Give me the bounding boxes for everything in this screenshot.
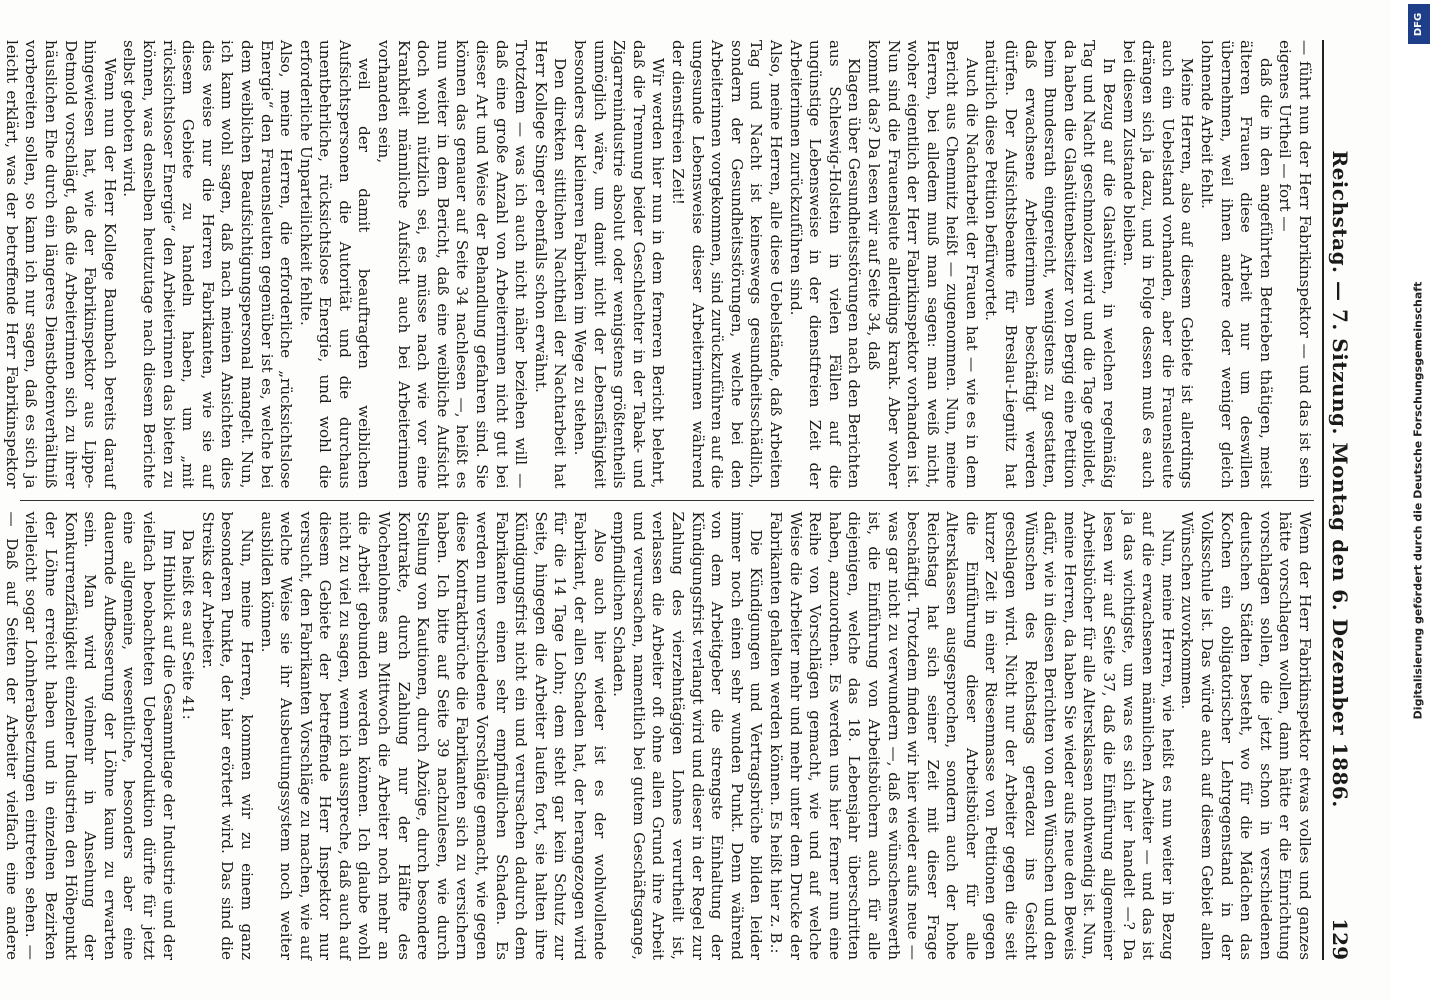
text-columns [2,40,1314,960]
paragraph: Die Kündigungen und Vertragsbrüche bilden leider immer noch einen sehr wunden Punkt. Denn während von dem Arbeitgeber die strengste Einhaltung der Kündigungsfrist verlangt wird und dieser in der Regel zur Zahlung des vierzehntägigen Lohnes verurtheilt ist, verlassen die Arbeiter oft ohne allen Grund ihre Arbeit und verursachen, namentlich bei gutem Geschäftsgange, empfindlichen Schaden. [610,511,766,960]
page-number: 129 [1328,918,1352,960]
paragraph: Da heißt es auf Seite 41: [179,529,198,720]
page-title: Reichstag. — 7. Sitzung. Montag den 6. Dezember 1886. [1328,150,1352,808]
column-divider [20,500,1314,501]
paragraph: Klagen über Gesundheitsstörungen nach den Berichten aus Schleswig-Holstein in vielen Fällen auf die ungünstige Lebensweise in der dienstfreien Zeit der Arbeiterinnen zurückzuführen sind. [786,40,864,489]
header-rule [1322,40,1324,960]
dfg-logo: DFG [1408,4,1430,44]
paragraph: Wenn der Herr Fabrikinspektor etwas volles und ganzes hätte vorschlagen wollen, dann hätte er die Einrichtung vorschlagen sollen, die jetzt schon in verschiedenen deutschen Städten besteht, wo für die Mädchen das Kochen ein obligatorischer Lehrgegenstand in der Volksschule ist. Das würde auch auf diesem Gebiet allen Wünschen zuvorkommen. [1178,511,1314,960]
column-right [2,511,1314,961]
paragraph: daß die in den angeführten Betrieben thätigen, meist älteren Frauen diese Arbeit nur um deswillen übernehmen, weil ihnen andere oder weniger gleich lohnende Arbeit fehlt. [1198,40,1275,489]
paragraph: Den direkten sittlichen Nachtheil der Nachtarbeit hat Herr Kollege Singer ebenfalls schon erwähnt. [531,40,570,489]
paragraph: Nun, meine Herren, kommen wir zu einem ganz besonderen Punkte, der hier erörtert wird. Das sind die Streiks der Arbeiter. [198,511,256,960]
paragraph: Im Hinblick auf die Gesammtlage der Industrie und der vielfach beobachteten Ueberproduktion dürfte für jetzt eine allgemeine, wesentliche, besonders aber eine dauernde Aufbesserung der Löhne kaum zu erwarten sein. Man wird vielmehr in Ansehung der Konkurrenzfähigkeit einzelner Industrien den Höhepunkt der Löhne erreicht haben und in einzelnen Bezirken vielleicht sogar Lohnherabsetzungen eintreten sehen. — — Daß auf Seiten der Arbeiter vielfach eine andere [2,511,178,960]
paragraph: Also, meine Herren, die erforderliche „rücksichtslose Energie“ den Frauensleuten gegenüber ist es, welche bei dem weiblichen Beaufsichtigungspersonal mangelt. Nun, ich kann wohl sagen, daß nach meinen Ansichten dies dies weise nur die Herren Fabrikanten, wie sie auf diesem Gebiete zu handeln haben, um „mit rücksichtsloser Energie“ den Arbeiterinnen das bieten zu können, was denselben heutzutage nach diesem Berichte selbst geboten wird. [120,40,296,489]
paragraph: In Bezug auf die Glashütten, in welchen regelmäßig Tag und Nacht geschmolzen wird und die Tage gebildet, da haben die Glashüttenbesitzer von Bergig eine Petition beim Bundesrath eingereicht, wenigstens zu gestatten, daß erwachsene Arbeiterinnen beschäftigt werden dürfen. Der Aufsichtsbeamte für Breslau-Liegnitz hat natürlich diese Petition befürwortet. [982,40,1119,489]
paragraph: Meine Herren, also auf diesem Gebiete ist allerdings auch ein Uebelstand vorhanden, aber die Frauensleute drängen sich ja dazu, und in Folge dessen muß es auch bei diesem Zustande bleiben. [1119,40,1197,489]
paragraph: Trotzdem — was ich auch nicht näher beziehen will — daß eine große Anzahl von Arbeiterinnen nicht gut bei dieser Art und Weise der Behandlung gefahren sind. Sie können das genauer auf Seite 34 nachlesen —, heißt es nun weiter in dem Bericht, daß eine weibliche Aufsicht doch wohl nützlich sei, es müsse nach wie vor eine Krankheit männliche Aufsicht auch bei Arbeiterinnen vorhanden sein, [375,40,531,489]
digitization-credit [1408,0,1428,1000]
paragraph: Also, meine Herren, alle diese Uebelstände, daß Arbeiten Tag und Nacht ist keineswegs gesundheitsschädlich, sondern der Gesundheitsstörungen, welche bei den Arbeiterinnen vorgekommen, sind zurückzuführen auf die ungesunde Lebensweise dieser Arbeiterinnen während der dienstfreien Zeit! [669,40,785,489]
paragraph: Nun, meine Herren, wie heißt es nun weiter in Bezug auf die erwachsenen männlichen Arbeiter — und das ist ja das wichtigste, um was es sich hier handelt —? Da lesen wir auf Seite 37, daß die Einführung allgemeiner Arbeitsbücher für alle Altersklassen nothwendig ist. Nun, meine Herren, da haben Sie wieder aufs neue den Beweis dafür, wie in diesen Berichten von den Wünschen und den Wünschen des Reichstags geradezu ins Gesicht geschlagen wird. Nicht nur der Arbeiter gegen die seit kurzer Zeit in einer Riesenmasse von Petitionen gegen die Einführung dieser Arbeitsbücher für alle Altersklassen ausgesprochen, sondern auch der hohe Reichstag hat sich seiner Zeit mit dieser Frage beschäftigt. Trotzdem finden wir hier wieder aufs neue — was gar nicht zu verwundern —, daß es wünschenswerth ist, die Einführung von Arbeitsbüchern auch für alle diejenigen, welche das 18. Lebensjahr überschritten haben, anzuordnen. Es werden uns hier ferner nun eine Reihe von Vorschlägen gemacht, wie und auf welche Weise die Arbeiter mehr und mehr unter dem Drucke der Fabrikanten gehalten werden können. Es heißt hier z. B.: [766,511,1177,960]
paragraph: weil der damit beauftragten weiblichen Aufsichtspersonen die Autorität und die durchaus unentbehrliche, rücksichtslose Energie, und wohl die erforderliche Unparteilichkeit fehlte. [296,40,374,489]
paragraph: — führt nun der Herr Fabrikinspektor — und das ist sein eigenes Urtheil — fort — [1276,40,1314,489]
page-header [1328,40,1372,960]
paragraph: Wir werden hier nun in dem ferneren Bericht belehrt, daß die Trennung beider Geschlechter in der Tabak- und Zigarrenindustrie absolut oder wenigstens größtentheils unmöglich wäre, um damit nicht der Lebensfähigkeit besonders der kleineren Fabriken im Wege zu stehen. [571,40,668,489]
paragraph: Also auch hier wieder ist es der wohlwollende Fabrikant, der allen Schaden hat, der herangezogen wird für die 14 Tage Lohn; dem steht gar kein Schutz zur Seite, hingegen die Arbeiter laufen fort, sie halten ihre Kündigungsfrist nicht ein und verursachen dadurch dem Fabrikanten einen sehr empfindlichen Schaden. Es werden nun verschiedene Vorschläge gemacht, wie gegen diese Kontraktbrüche die Fabrikanten sich zu versichern haben. Ich bitte auf Seite 39 nachzulesen, wie durch Stellung von Kautionen, durch Abzüge, durch besondere Kontrakte, durch Zahlung nur der Hälfte des Wochenlohnes am Mittwoch die Arbeiter noch mehr an die Arbeit gebunden werden können. Ich glaube wohl nicht zu viel zu sagen, wenn ich ausspreche, daß auch auf diesem Gebiete der betreffende Herr Inspektor nur versucht, den Fabrikanten Vorschläge zu machen, wie auf welche Weise sie ihr Ausbeutungssystem noch weiter ausbilden können. [257,511,609,960]
column-left [2,40,1314,489]
paragraph: Wenn nun der Herr Kollege Baumbach bereits darauf hingewiesen hat, wie der Fabrikinspektor aus Lippe-Detmold vorschlägt, daß die Arbeiterinnen sich zu ihrer häuslichen Ehe durch ein längeres Dienstbotenverhältniß vorbereiten sollen, so kann ich nur sagen, daß es sich ja leicht erklärt, was der betreffende Herr Fabrikinspektor [2,40,119,489]
digitization-credit-text: Digitalisierung gefördert durch die Deutsche Forschungsgemeinschaft [1411,281,1425,719]
paragraph: Auch die Nachtarbeit der Frauen hat — wie es in dem Bericht aus Chemnitz heißt — zugenommen. Nun, meine Herren, bei alledem muß man sagen: man weiß nicht, woher eigentlich der Herr Fabrikinspektor vorhanden ist. Nun sind die Frauensleute allerdings krank. Aber woher kommt das? Da lesen wir auf Seite 34, daß [864,40,981,489]
